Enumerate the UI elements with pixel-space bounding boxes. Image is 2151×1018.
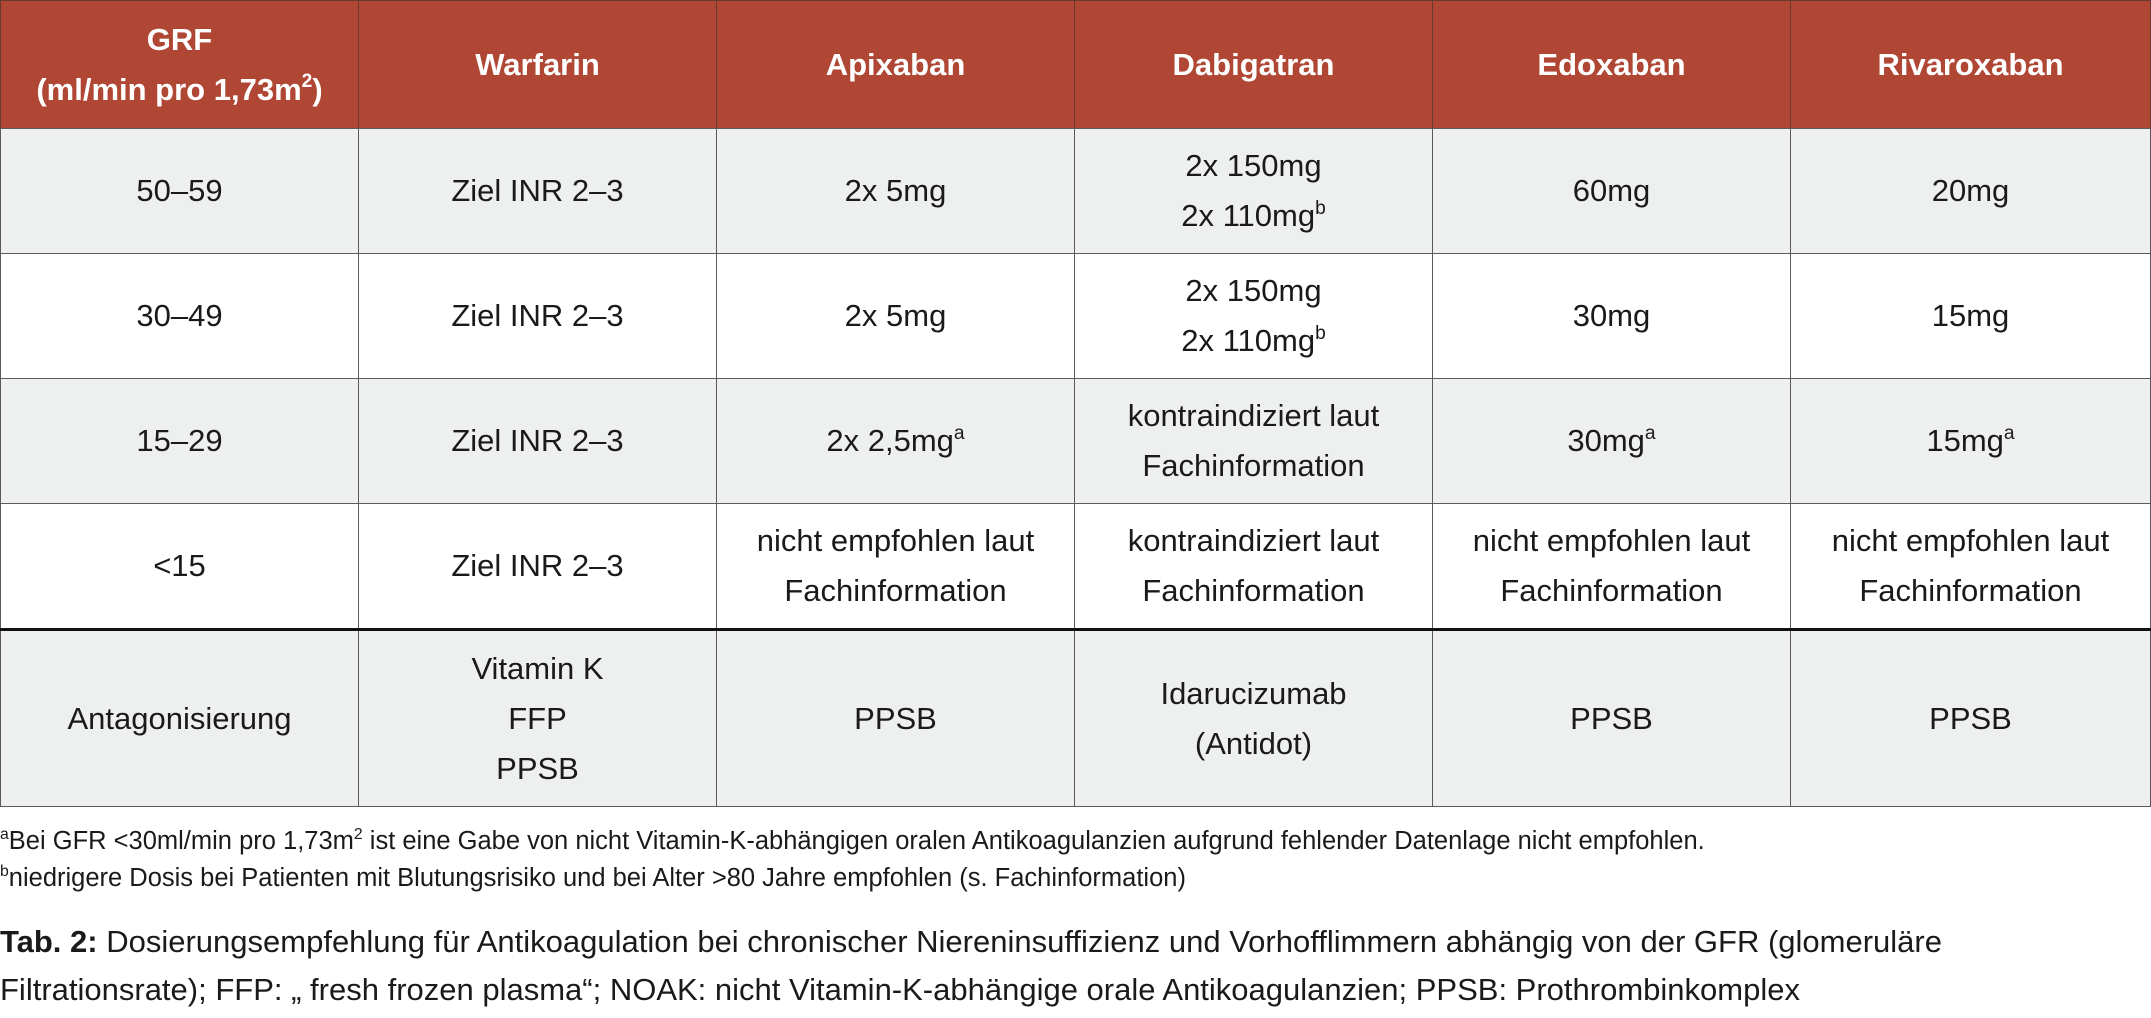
cell-line: Vitamin K — [471, 650, 604, 686]
table-row — [1, 254, 2151, 379]
cell-apixaban: 2x $2,5mg^a$ — [717, 379, 1075, 504]
cell-edoxaban: 60mg — [1433, 129, 1791, 254]
caption-text: Dosierungsempfehlung für Antikoagulation bei chronischer Niereninsuffizienz und Vorhofflimmern abhängig von der GFR (glomeruläre Filtrationsrate); FFP: „ fresh frozen plasma“; NOAK: nicht Vitamin-K-abhängige orale Antikoagulanzien; PPSB: Prothrombinkomplex — [0, 924, 1942, 1007]
cell-grf: 30–49 — [1, 254, 359, 379]
cell-dabigatran — [1075, 379, 1433, 504]
cell-line: nicht empfohlen laut — [756, 523, 1035, 558]
cell-edoxaban-antagonist: PPSB — [1433, 630, 1791, 807]
header-rivaroxaban: Rivaroxaban — [1791, 1, 2151, 129]
caption-label: Tab. 2: — [0, 924, 98, 959]
cell-apixaban — [717, 504, 1075, 630]
footnote-mark: b — [1315, 322, 1326, 344]
cell-edoxaban: $30mg^a$ — [1433, 379, 1791, 504]
cell-line: (Antidot) — [1194, 725, 1313, 761]
header-grf-line1: GRF — [146, 21, 213, 57]
cell-dabigatran — [1075, 254, 1433, 379]
cell-rivaroxaban-antagonist: PPSB — [1791, 630, 2151, 807]
header-warfarin: Warfarin — [359, 1, 717, 129]
cell-line: kontraindiziert laut — [1127, 398, 1380, 433]
footnote-mark: a — [1644, 422, 1656, 444]
cell-grf: 50–59 — [1, 129, 359, 254]
cell-warfarin: Ziel INR 2–3 — [359, 504, 717, 630]
header-edoxaban: Edoxaban — [1433, 1, 1791, 129]
cell-line: Fachinformation — [1500, 573, 1723, 608]
footnote-mark: a — [0, 825, 9, 843]
cell-grf: <15 — [1, 504, 359, 630]
antagonization-row — [1, 630, 2151, 807]
header-dabigatran: Dabigatran — [1075, 1, 1433, 129]
cell-line: Fachinformation — [1142, 448, 1365, 483]
table-caption — [0, 918, 2140, 1014]
header-grf-line2: (ml/min pro $1,73m^2$) — [36, 71, 323, 107]
cell-line: Idarucizumab — [1160, 675, 1347, 711]
cell-line: nicht empfohlen laut — [1472, 523, 1751, 558]
cell-line: 2x $110mg^b$ — [1181, 197, 1326, 233]
cell-apixaban: 2x 5mg — [717, 254, 1075, 379]
cell-line: Fachinformation — [1859, 573, 2082, 608]
cell-edoxaban — [1433, 504, 1791, 630]
cell-line: 2x 150mg — [1185, 148, 1322, 183]
cell-rivaroxaban: 20mg — [1791, 129, 2151, 254]
cell-grf: 15–29 — [1, 379, 359, 504]
footnote-mark: a — [2003, 422, 2015, 444]
table-row — [1, 379, 2151, 504]
table-row — [1, 504, 2151, 630]
cell-warfarin: Ziel INR 2–3 — [359, 129, 717, 254]
cell-apixaban: 2x 5mg — [717, 129, 1075, 254]
cell-dabigatran — [1075, 129, 1433, 254]
cell-apixaban-antagonist: PPSB — [717, 630, 1075, 807]
footnote-mark: b — [1315, 197, 1326, 219]
table-footnotes — [0, 823, 2150, 897]
table-header-row — [1, 1, 2151, 129]
cell-line: PPSB — [496, 750, 579, 786]
header-grf — [1, 1, 359, 129]
cell-warfarin: Ziel INR 2–3 — [359, 379, 717, 504]
cell-dabigatran — [1075, 504, 1433, 630]
cell-rivaroxaban: 15mg — [1791, 254, 2151, 379]
cell-dabigatran-antagonist — [1075, 630, 1433, 807]
table-row — [1, 129, 2151, 254]
cell-warfarin: Ziel INR 2–3 — [359, 254, 717, 379]
cell-antagonization-label: Antagonisierung — [1, 630, 359, 807]
cell-edoxaban: 30mg — [1433, 254, 1791, 379]
cell-line: 2x $110mg^b$ — [1181, 322, 1326, 358]
cell-rivaroxaban — [1791, 504, 2151, 630]
footnote-mark: a — [953, 422, 965, 444]
cell-line: Fachinformation — [1142, 573, 1365, 608]
cell-rivaroxaban: $15mg^a$ — [1791, 379, 2151, 504]
footnote-a: $^a$Bei GFR <30ml/min pro $1,73m^2$ ist eine Gabe von nicht Vitamin-K-abhängigen oralen Antikoagulanzien aufgrund fehlender Datenlage nicht empfohlen. — [0, 825, 1705, 855]
superscript: 2 — [353, 825, 363, 843]
cell-line: kontraindiziert laut — [1127, 523, 1380, 558]
cell-line: Fachinformation — [784, 573, 1007, 608]
footnote-mark: b — [0, 862, 9, 880]
footnote-b: $^b$niedrigere Dosis bei Patienten mit Blutungsrisiko und bei Alter >80 Jahre empfohlen (s. Fachinformation) — [0, 862, 1186, 892]
cell-line: FFP — [508, 700, 567, 736]
superscript: 2 — [301, 71, 313, 93]
cell-warfarin-antagonist — [359, 630, 717, 807]
cell-line: nicht empfohlen laut — [1831, 523, 2110, 558]
header-apixaban: Apixaban — [717, 1, 1075, 129]
cell-line: 2x 150mg — [1185, 273, 1322, 308]
